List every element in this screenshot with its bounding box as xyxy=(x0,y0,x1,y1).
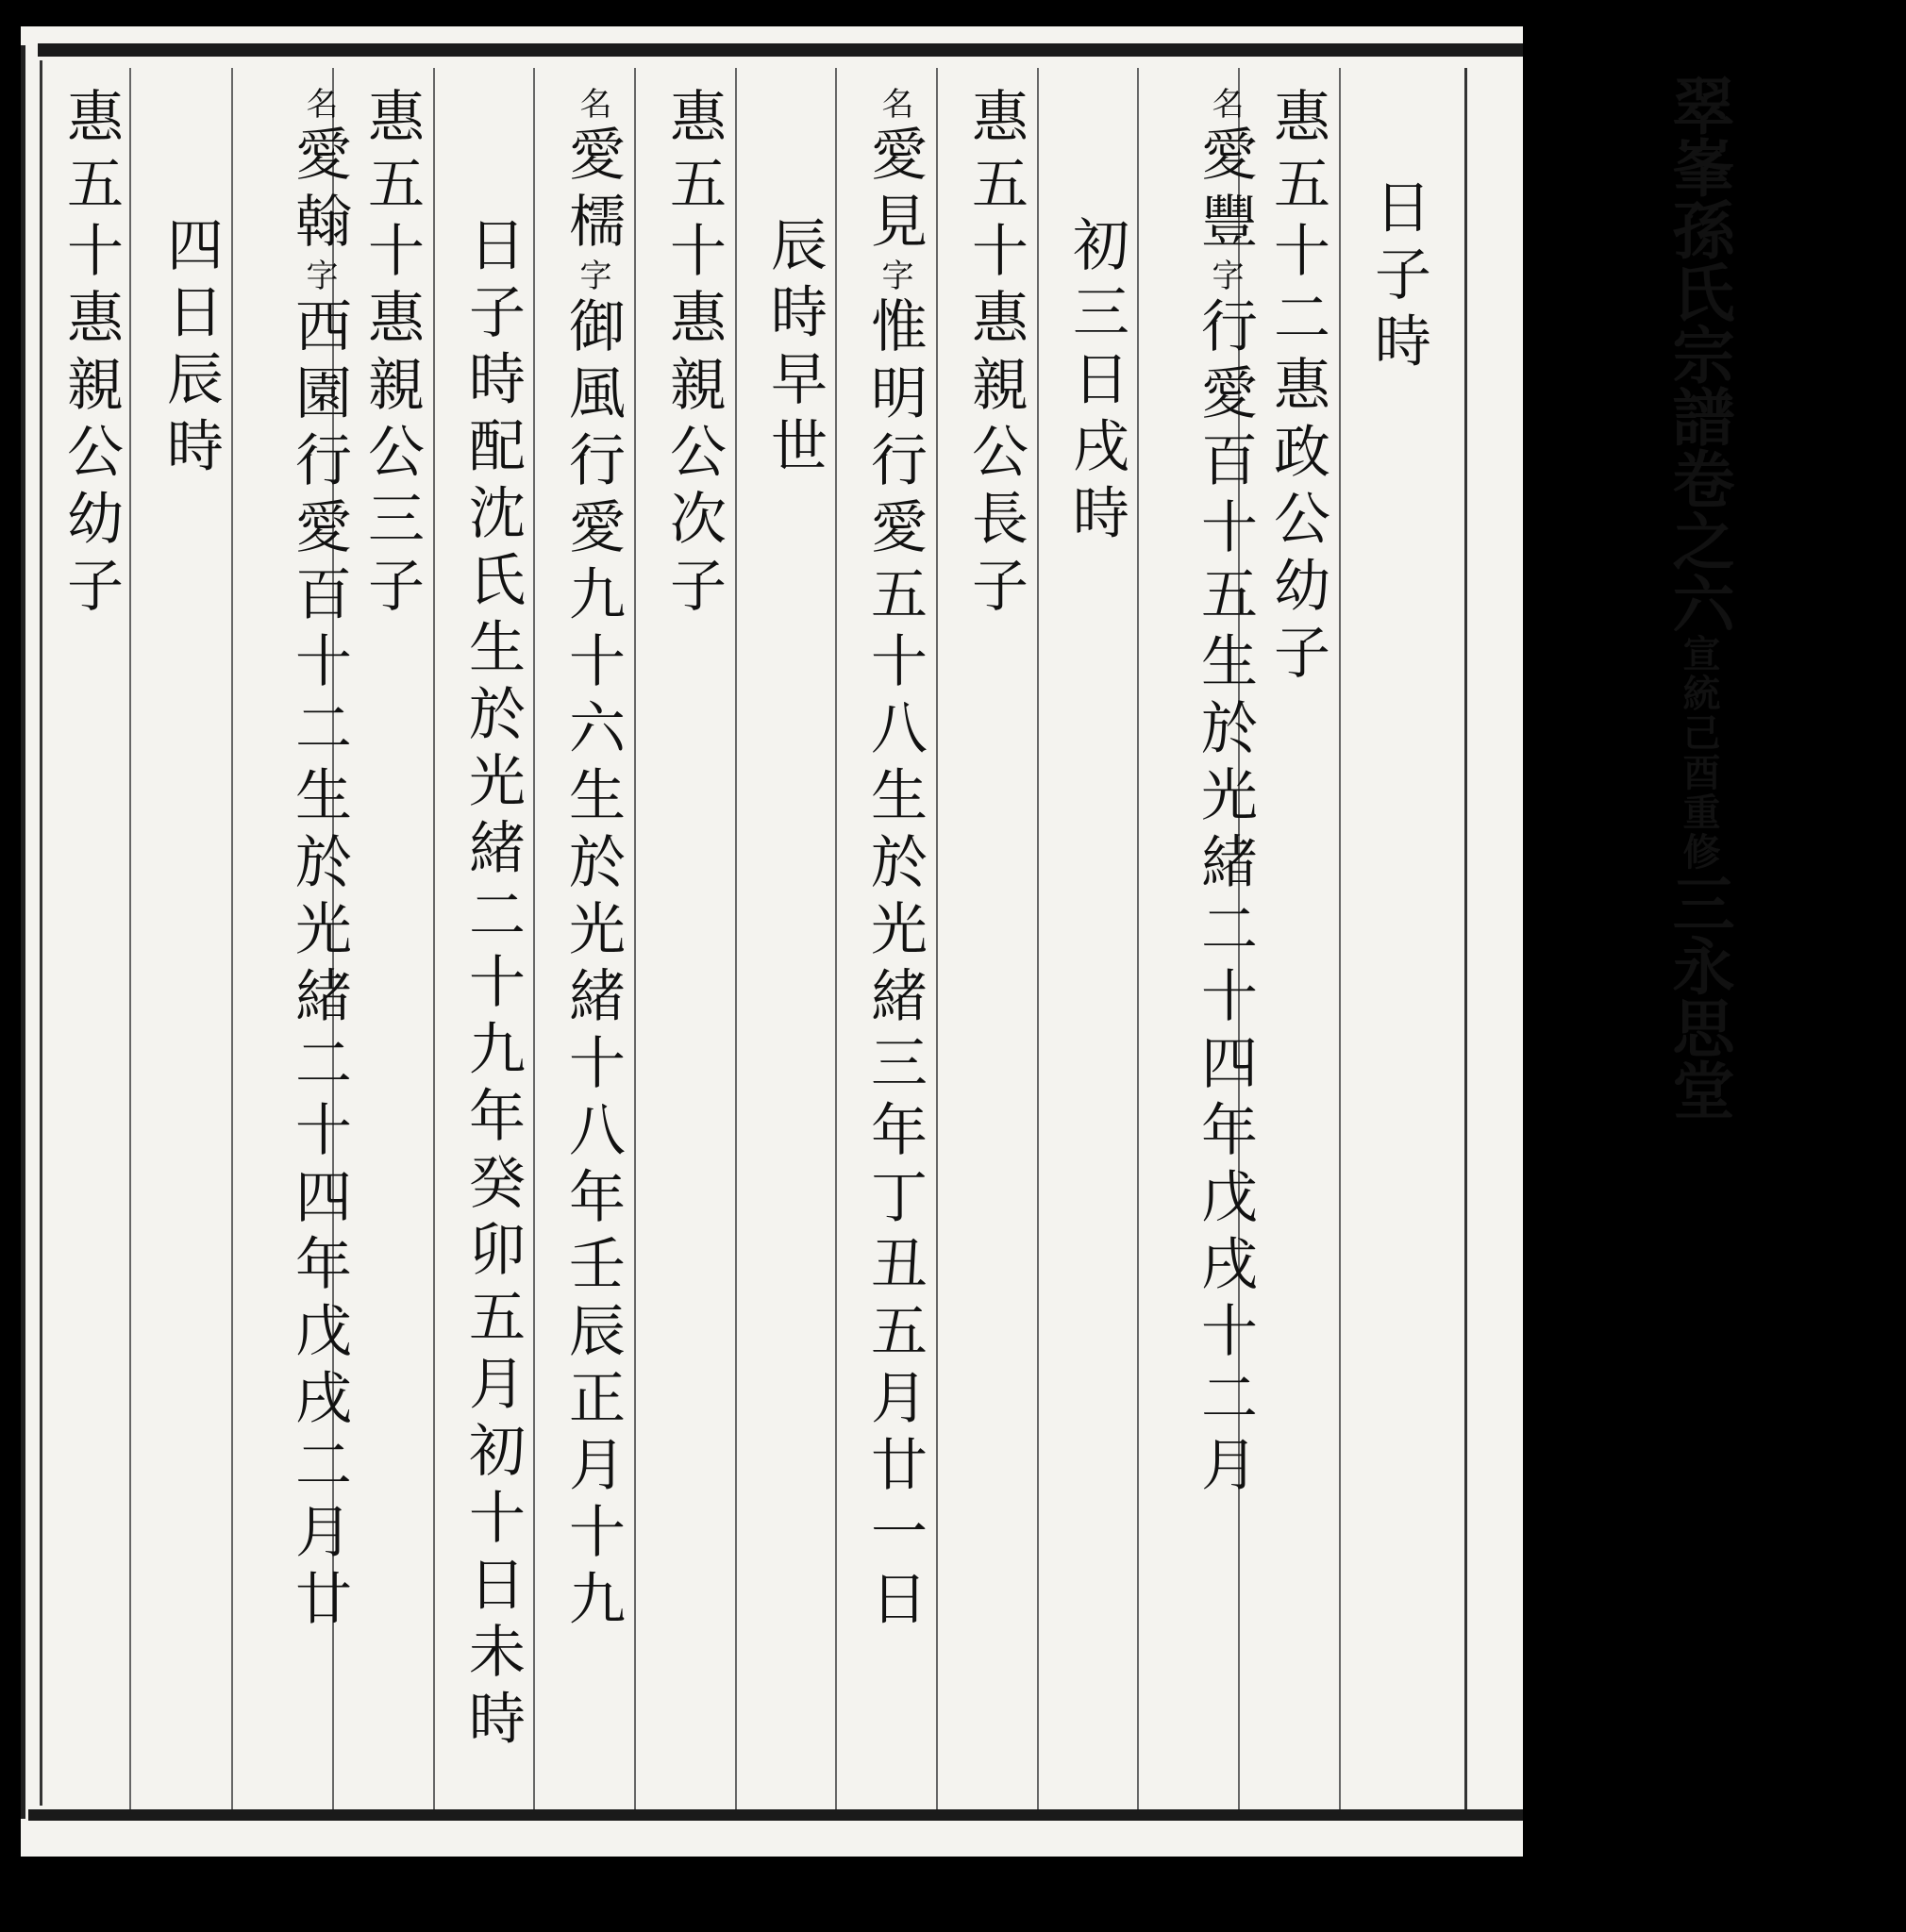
volume-label: 卷之六 xyxy=(1662,447,1735,634)
text-column xyxy=(158,215,224,1932)
text-column xyxy=(1365,177,1431,1894)
book-title: 翠峯孫氏宗譜 xyxy=(1662,74,1735,447)
column-text: 生於光緒二十四年戊戌十二月 xyxy=(1192,631,1258,1502)
column-text: 初三日戌時 xyxy=(1063,215,1129,550)
folio-number: 三 xyxy=(1662,872,1735,934)
column-divider xyxy=(835,68,837,1809)
column-text: 惟明行愛五十八 xyxy=(861,296,928,765)
column-text: 日子時 xyxy=(1365,177,1431,378)
genealogy-page xyxy=(21,26,1735,1857)
column-text: 愛見 xyxy=(861,125,928,258)
column-text: 配沈氏生於光緒二十九年癸卯五月初十日未時 xyxy=(460,416,526,1756)
name-marker: 名 xyxy=(300,87,338,125)
column-text: 生於光緒二十四年戊戌二月廿 xyxy=(286,765,352,1636)
page-header-column xyxy=(1491,74,1906,1121)
column-divider xyxy=(1037,68,1039,1809)
style-name-marker: 字 xyxy=(1206,258,1244,296)
column-text: 行愛百十五 xyxy=(1192,296,1258,631)
column-divider xyxy=(1137,68,1139,1809)
name-marker: 名 xyxy=(876,87,913,125)
text-column xyxy=(58,87,124,1804)
column-divider xyxy=(634,68,636,1809)
edition-note: 宣統己酉重修 xyxy=(1677,634,1721,872)
column-divider xyxy=(231,68,233,1809)
column-text: 御風行愛九十六 xyxy=(560,296,626,765)
column-text: 四日辰時 xyxy=(158,215,224,483)
style-name-marker: 字 xyxy=(574,258,611,296)
column-text: 生於光緒十八年壬辰正月十九 xyxy=(560,765,626,1636)
text-column xyxy=(761,215,828,1932)
column-text: 惠五十惠親公長子 xyxy=(962,87,1028,623)
column-text: 惠五十惠親公幼子 xyxy=(58,87,124,623)
column-divider xyxy=(533,68,535,1809)
text-column xyxy=(861,87,928,1804)
style-name-marker: 字 xyxy=(300,258,338,296)
column-text: 辰時早世 xyxy=(761,215,828,483)
column-divider xyxy=(1464,68,1467,1809)
column-divider xyxy=(936,68,938,1809)
text-column xyxy=(262,87,376,1804)
column-text: 西園行愛百十二 xyxy=(286,296,352,765)
column-text: 愛豐 xyxy=(1192,125,1258,258)
column-text: 惠五十二惠政公幼子 xyxy=(1264,87,1330,690)
column-divider xyxy=(129,68,131,1809)
style-name-marker: 字 xyxy=(876,258,913,296)
column-text: 惠五十惠親公三子 xyxy=(359,87,425,623)
hall-name: 永思堂 xyxy=(1662,934,1735,1121)
text-column xyxy=(660,87,727,1804)
column-text: 愛檽 xyxy=(560,125,626,258)
name-marker: 名 xyxy=(1206,87,1244,125)
text-column xyxy=(962,87,1028,1804)
column-divider xyxy=(1339,68,1341,1809)
name-marker: 名 xyxy=(574,87,611,125)
text-column xyxy=(1063,215,1129,1932)
column-text: 日子時 xyxy=(460,215,526,416)
text-column xyxy=(1168,87,1281,1804)
column-divider xyxy=(735,68,737,1809)
top-border-rule xyxy=(38,43,1540,57)
text-column xyxy=(460,215,526,1932)
column-text: 愛翰 xyxy=(286,125,352,258)
column-text: 生於光緒三年丁丑五月廿一日 xyxy=(861,765,928,1636)
left-border-rule xyxy=(21,45,25,1819)
column-text: 惠五十惠親公次子 xyxy=(660,87,727,623)
left-inner-rule xyxy=(40,60,42,1806)
text-column xyxy=(560,87,626,1804)
column-divider xyxy=(433,68,435,1809)
